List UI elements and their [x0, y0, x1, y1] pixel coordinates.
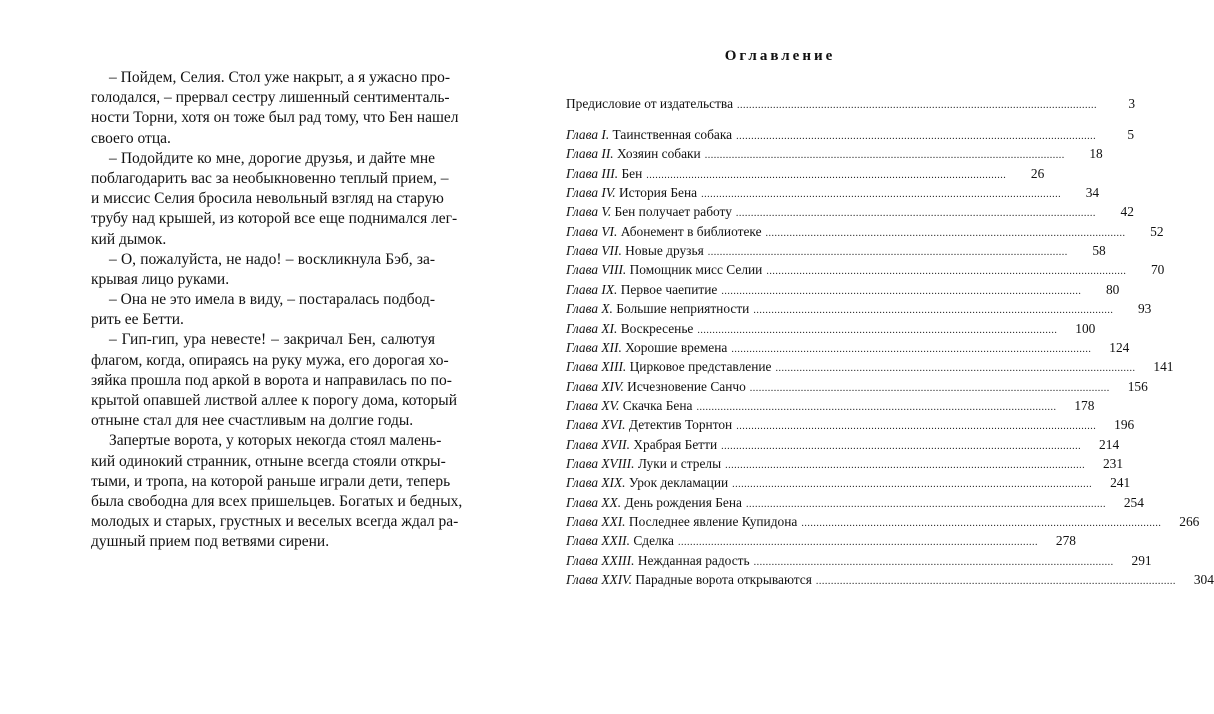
text-line: молодых и старых, грустных и веселых всегда ждал ра- — [91, 513, 459, 531]
page-number: 241 — [1110, 475, 1131, 491]
toc-entry — [566, 299, 1152, 318]
chapter-number: Глава XXI. — [566, 514, 626, 529]
page-number: 80 — [1105, 281, 1120, 297]
dot-leader: ........................................................................................................................ — [801, 518, 1162, 529]
dot-leader: ........................................................................................................................ — [701, 189, 1062, 201]
chapter-title: Храбрая Бетти — [633, 436, 718, 452]
toc-entry — [566, 531, 1076, 550]
dot-leader: ........................................................................................................................ — [707, 247, 1068, 259]
dot-leader: ........................................................................................................................ — [731, 343, 1092, 355]
chapter-title: Последнее явление Купидона — [628, 514, 798, 529]
toc-entry — [566, 473, 1131, 492]
chapter-number: Глава XXII. — [566, 533, 630, 549]
page-number: 141 — [1153, 359, 1174, 375]
text-line: поблагодарить вас за необыкновенно теплый прием, – — [91, 169, 449, 187]
toc-entry-label — [566, 338, 731, 357]
page-number: 18 — [1089, 146, 1103, 162]
page-number: 278 — [1055, 533, 1076, 549]
page-number: 196 — [1114, 417, 1135, 433]
page-number: 93 — [1137, 301, 1152, 317]
toc-entry — [566, 415, 1135, 434]
toc-entry-label — [566, 473, 732, 492]
chapter-title: Хорошие времена — [625, 339, 728, 355]
toc-entry — [566, 319, 1096, 338]
toc-entry — [566, 125, 1135, 144]
text-line: душный прием под ветвями сирени. — [91, 533, 330, 551]
story-text — [91, 68, 463, 553]
chapter-number: Глава IX. — [566, 281, 618, 297]
chapter-number: Глава XVII. — [566, 436, 630, 452]
toc-entry — [566, 512, 1200, 531]
toc-entry — [566, 202, 1134, 221]
text-line: голодался, – прервал сестру лишенный сентименталь- — [91, 89, 450, 107]
toc-entry-label — [566, 144, 705, 163]
page-number: 3 — [1128, 96, 1136, 111]
toc-entry — [566, 551, 1152, 570]
dot-leader: ........................................................................................................................ — [766, 266, 1127, 278]
toc-entry — [566, 260, 1165, 279]
toc-entry-label — [566, 415, 736, 434]
chapter-title: Сделка — [633, 533, 674, 549]
toc-entry — [566, 94, 1136, 113]
left-page — [0, 0, 500, 714]
chapter-number: Глава II. — [566, 146, 614, 162]
toc-entry-label — [566, 377, 750, 396]
text-line: – Она не это имела в виду, – постаралась подбод- — [109, 291, 435, 309]
text-line: отныне стал для нее счастливым на долгие годы. — [91, 412, 414, 430]
page-number: 178 — [1074, 397, 1095, 413]
page-number: 26 — [1030, 165, 1045, 181]
text-line: флагом, когда, опираясь на руку мужа, его дорогая хо- — [91, 351, 449, 369]
text-line: кий дымок. — [91, 230, 167, 248]
chapter-title: Абонемент в библиотеке — [620, 223, 762, 239]
text-line: крытой опавшей листвой аллее к порогу дома, который — [91, 392, 458, 409]
right-page — [500, 0, 1214, 714]
chapter-title: Бен — [621, 165, 643, 181]
dot-leader: ........................................................................................................................ — [737, 100, 1098, 111]
toc-entry-label — [566, 319, 697, 338]
dot-leader: ........................................................................................................................ — [753, 305, 1114, 317]
chapter-number: Глава XV. — [566, 397, 620, 413]
page-number: 34 — [1085, 185, 1100, 201]
page-number: 58 — [1092, 243, 1106, 259]
page-number: 266 — [1179, 514, 1200, 529]
toc-entry-label — [566, 241, 708, 260]
toc-entry — [566, 435, 1120, 454]
toc-entry — [566, 357, 1174, 376]
toc-entry — [566, 570, 1214, 589]
text-line: была свободна для всех пришельцев. Богатых и бедных, — [91, 492, 463, 510]
chapter-number: Глава XXIV. — [566, 572, 632, 588]
dot-leader: ........................................................................................................................ — [815, 576, 1176, 588]
toc-entry-label — [566, 396, 696, 415]
toc-entry-label — [566, 551, 754, 570]
chapter-title: Детектив Торнтон — [628, 417, 733, 433]
chapter-number: Глава XI. — [566, 320, 618, 336]
chapter-title: Бен получает работу — [614, 204, 732, 220]
dot-leader: ........................................................................................................................ — [735, 208, 1096, 220]
text-line: – Подойдите ко мне, дорогие друзья, и дайте мне — [109, 149, 435, 167]
toc-entry-label — [566, 570, 816, 589]
chapter-number: Глава XIII. — [566, 359, 627, 375]
toc-entry — [566, 241, 1106, 260]
chapter-number: Глава XIX. — [566, 475, 626, 491]
chapter-title: Цирковое представление — [629, 359, 772, 375]
chapter-title: Скачка Бена — [622, 397, 693, 413]
text-line: ности Торни, хотя он тоже был рад тому, что Бен нашел — [91, 109, 459, 127]
toc-entry-label — [566, 183, 701, 202]
text-line: тыми, и тропа, на которой раньше играли дети, теперь — [91, 472, 451, 490]
page-number: 42 — [1120, 204, 1134, 220]
paragraph — [91, 149, 458, 250]
chapter-title: Луки и стрелы — [637, 455, 722, 471]
toc-entry-label — [566, 357, 775, 376]
text-line: трубу над крышей, из которой все еще поднимался лег- — [91, 210, 458, 228]
page-number: 254 — [1123, 494, 1144, 510]
chapter-title: Нежданная радость — [637, 552, 750, 568]
paragraph — [91, 68, 459, 149]
toc-entry-label — [566, 531, 678, 550]
dot-leader: ........................................................................................................................ — [677, 537, 1038, 549]
text-line: и миссис Селия бросила невольный взгляд на старую — [91, 190, 444, 208]
dot-leader: ........................................................................................................................ — [736, 131, 1097, 142]
toc-entry-label — [566, 435, 721, 454]
page-number: 291 — [1131, 552, 1152, 568]
chapter-number: Глава VIII. — [566, 262, 627, 278]
page-number: 231 — [1102, 455, 1124, 471]
toc-entry-label — [566, 299, 753, 318]
toc-entry — [566, 454, 1124, 473]
toc-entry — [566, 183, 1100, 202]
chapter-number: Глава XXIII. — [566, 552, 635, 568]
chapter-title: Помощник мисс Селии — [629, 262, 763, 278]
page-number: 52 — [1150, 223, 1164, 239]
chapter-title: Большие неприятности — [616, 301, 750, 317]
text-line: – Пойдем, Селия. Стол уже накрыт, а я ужасно про- — [109, 69, 451, 86]
chapter-title: История Бена — [618, 185, 698, 201]
chapter-title: Исчезновение Санчо — [627, 378, 746, 394]
toc-entry-label — [566, 493, 746, 512]
toc-entry-label — [566, 454, 725, 473]
page-number: 124 — [1109, 339, 1130, 355]
toc-entry-label — [566, 164, 646, 183]
dot-leader: ........................................................................................................................ — [721, 440, 1082, 452]
chapter-number: Глава III. — [566, 165, 619, 181]
text-line: – Гип-гип, ура невесте! – закричал Бен, салютуя — [109, 331, 435, 349]
chapter-title: Предисловие от издательства — [566, 96, 734, 111]
page-number: 5 — [1127, 127, 1135, 142]
text-line: Запертые ворота, у которых некогда стоял малень- — [109, 432, 442, 450]
toc-entry — [566, 164, 1045, 183]
paragraph — [91, 250, 435, 290]
chapter-number: Глава XVI. — [566, 417, 626, 433]
toc-entry — [566, 338, 1130, 357]
toc-entry-label — [566, 94, 737, 113]
dot-leader: ........................................................................................................................ — [721, 285, 1082, 297]
toc-entry — [566, 144, 1103, 163]
chapter-title: Новые друзья — [625, 243, 704, 259]
toc-entry — [566, 222, 1164, 241]
toc-entry-label — [566, 280, 721, 299]
dot-leader: ........................................................................................................................ — [696, 401, 1057, 413]
paragraph — [91, 330, 458, 431]
page-number: 304 — [1193, 572, 1214, 588]
page-number: 214 — [1099, 436, 1120, 452]
dot-leader: ........................................................................................................................ — [704, 150, 1065, 162]
toc-entry — [566, 396, 1095, 415]
toc-entry-label — [566, 202, 736, 221]
paragraph — [91, 431, 463, 552]
toc-entry-label — [566, 125, 736, 144]
text-line: крывая лицо руками. — [91, 270, 230, 288]
chapter-title: День рождения Бена — [624, 494, 742, 510]
chapter-number: Глава VI. — [566, 223, 618, 239]
chapter-number: Глава XIV. — [566, 378, 624, 394]
chapter-number: Глава VII. — [566, 243, 622, 259]
chapter-title: Таинственная собака — [612, 127, 733, 142]
toc-entry — [566, 493, 1144, 512]
chapter-number: Глава IV. — [566, 185, 616, 201]
toc-entry — [566, 377, 1148, 396]
toc-entry — [566, 280, 1120, 299]
chapter-number: Глава XII. — [566, 339, 622, 355]
dot-leader: ........................................................................................................................ — [775, 363, 1136, 375]
dot-leader: ........................................................................................................................ — [646, 169, 1007, 181]
dot-leader: ........................................................................................................................ — [697, 324, 1058, 336]
toc-title: Оглавление — [724, 48, 836, 64]
page-number: 100 — [1075, 320, 1096, 336]
chapter-title: Воскресенье — [620, 320, 694, 336]
chapter-title: Парадные ворота открываются — [635, 572, 812, 588]
text-line: зяйка прошла под аркой в ворота и направилась по по- — [91, 371, 452, 389]
dot-leader: ........................................................................................................................ — [753, 556, 1114, 568]
text-line: рить ее Бетти. — [91, 311, 184, 329]
chapter-title: Хозяин собаки — [617, 146, 701, 162]
dot-leader: ........................................................................................................................ — [732, 479, 1093, 491]
chapter-number: Глава X. — [566, 301, 613, 317]
chapter-number: Глава V. — [566, 204, 612, 220]
chapter-title: Первое чаепитие — [620, 281, 718, 297]
dot-leader: ........................................................................................................................ — [765, 227, 1126, 239]
dot-leader: ........................................................................................................................ — [745, 498, 1106, 510]
chapter-number: Глава XX. — [566, 494, 622, 510]
paragraph — [91, 290, 435, 330]
toc-entry-label — [566, 512, 801, 531]
dot-leader: ........................................................................................................................ — [749, 382, 1110, 394]
page-number: 70 — [1150, 262, 1165, 278]
text-line: кий одинокий странник, отныне всегда стояли откры- — [91, 452, 446, 470]
text-line: своего отца. — [91, 129, 171, 147]
text-line: – О, пожалуйста, не надо! – воскликнула Бэб, за- — [109, 250, 435, 268]
chapter-title: Урок декламации — [628, 475, 729, 491]
chapter-number: Глава I. — [566, 127, 610, 142]
chapter-number: Глава XVIII. — [566, 455, 635, 471]
dot-leader: ........................................................................................................................ — [736, 421, 1097, 433]
toc-entry-label — [566, 260, 766, 279]
dot-leader: ........................................................................................................................ — [725, 459, 1086, 471]
toc-entry-label — [566, 222, 766, 241]
page-number: 156 — [1127, 378, 1148, 394]
